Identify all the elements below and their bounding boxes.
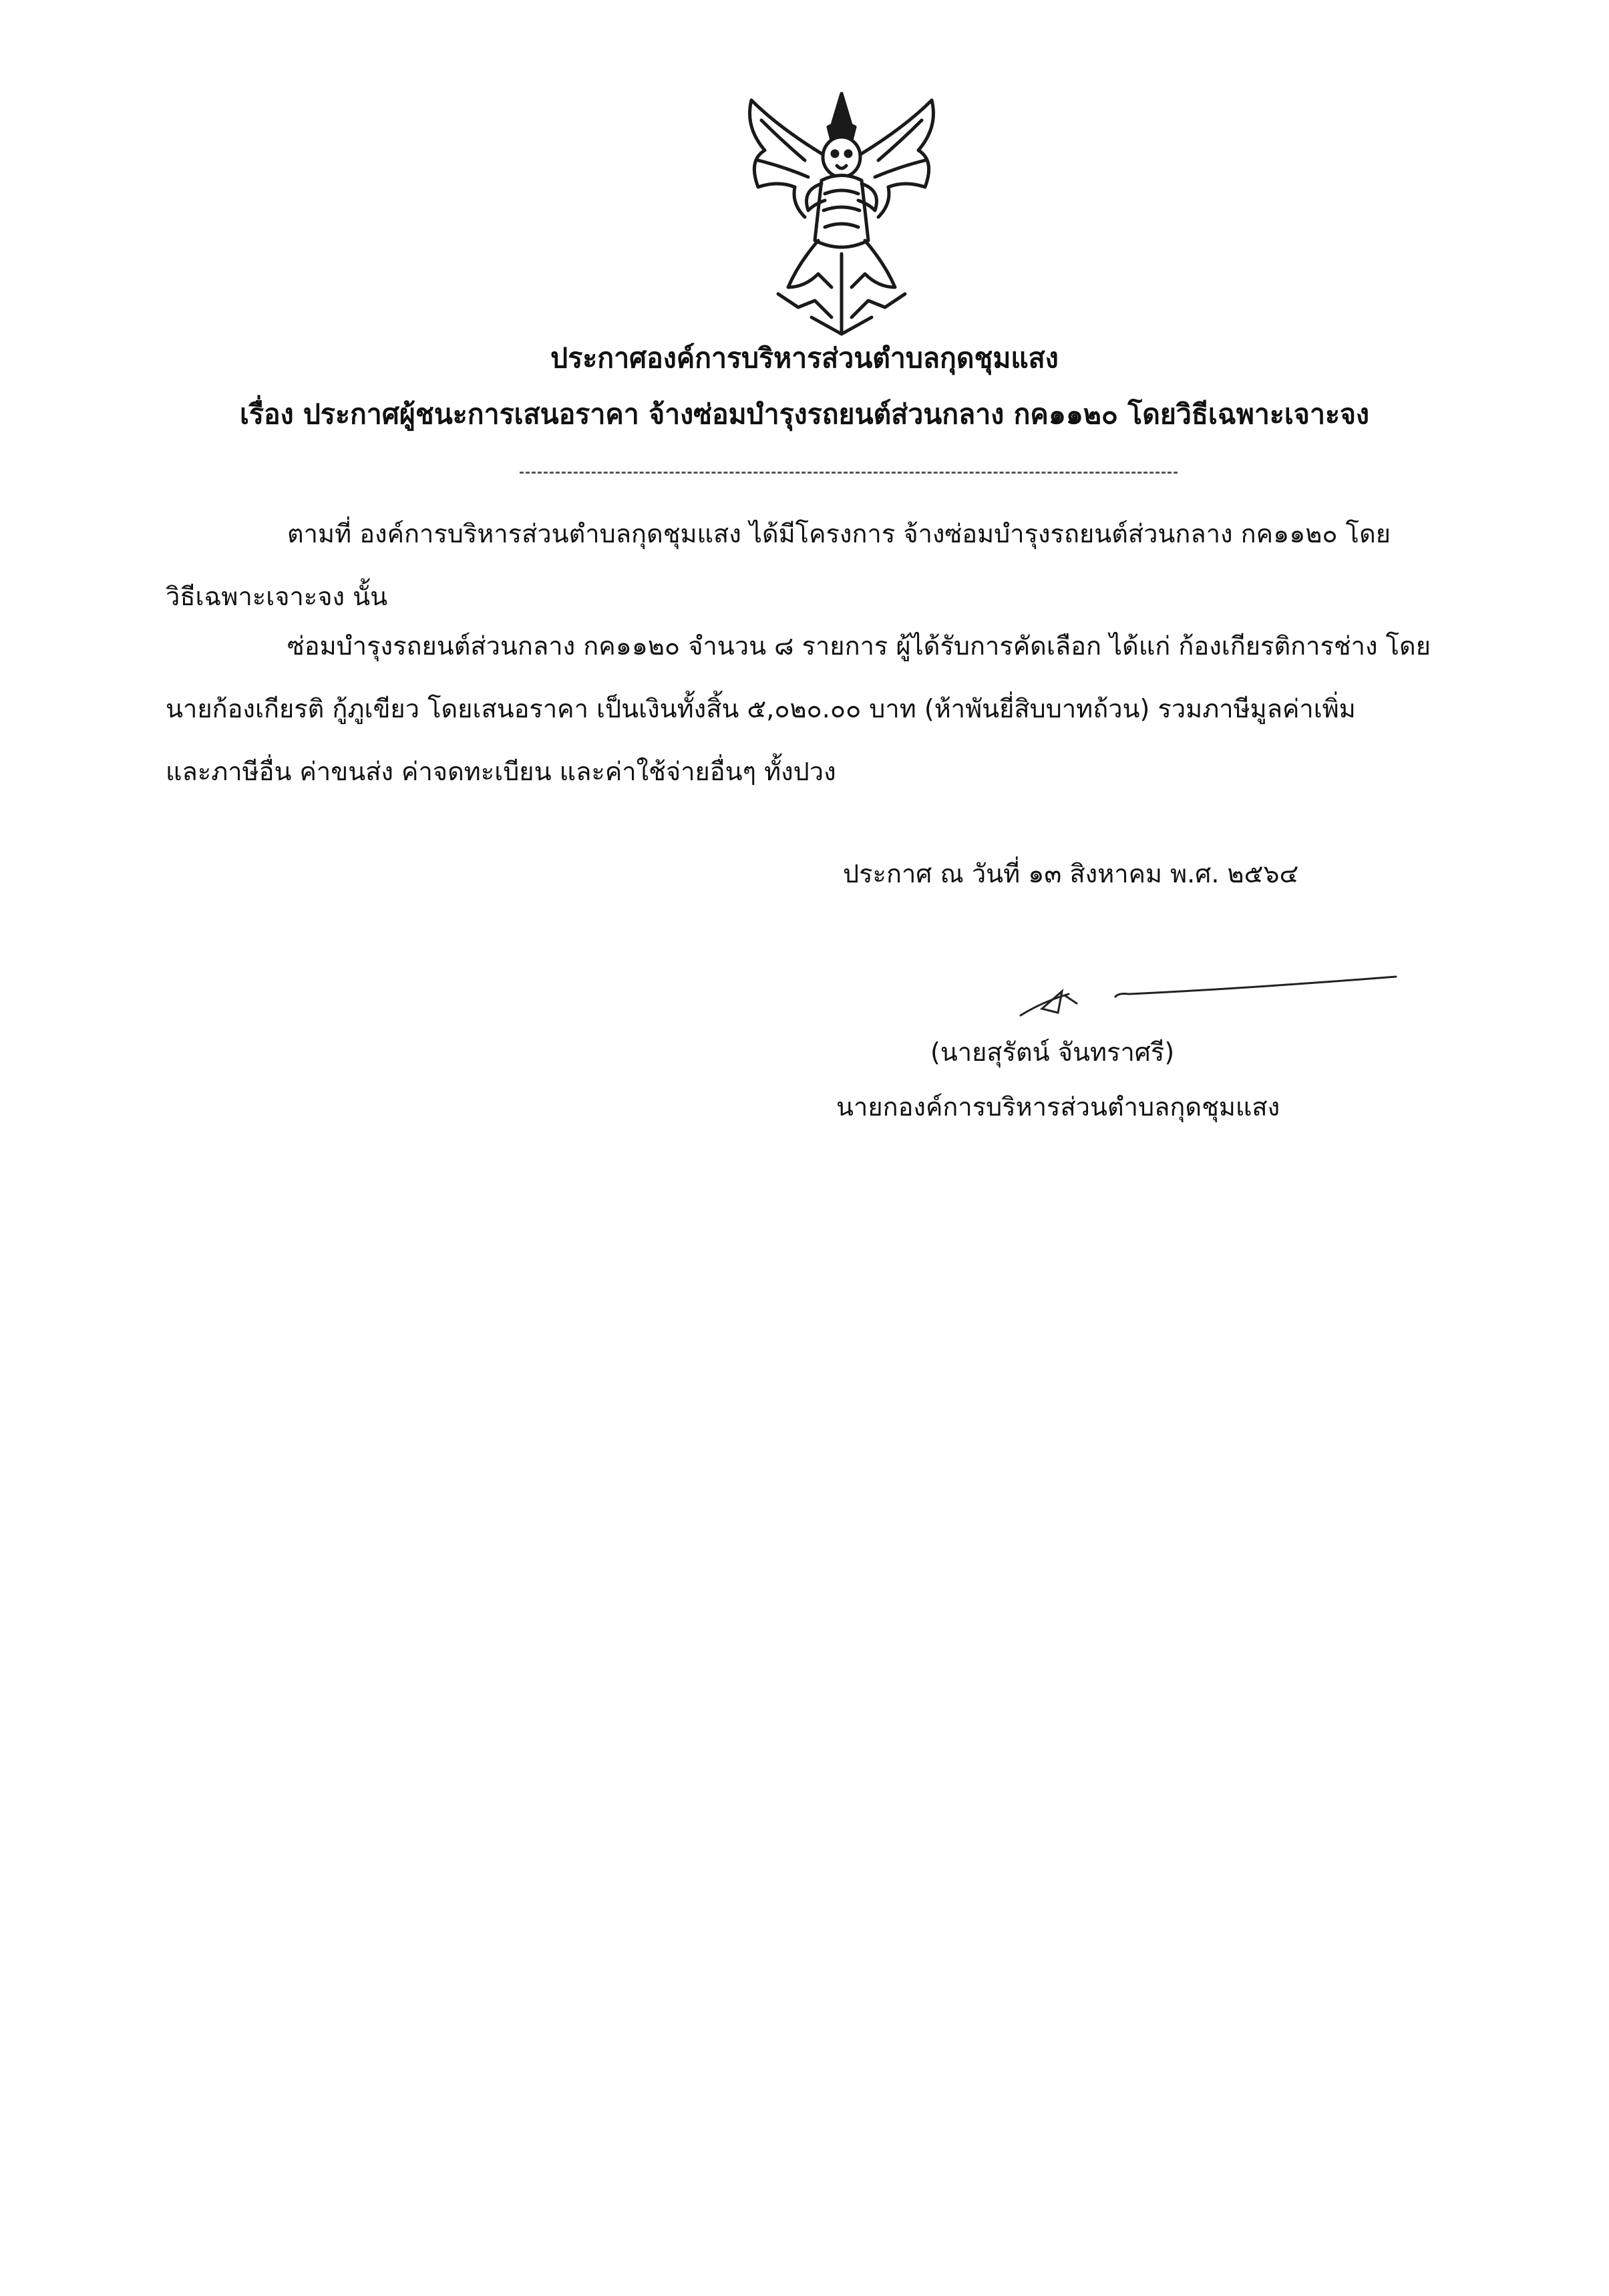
paragraph-1-line-1: ตามที่ องค์การบริหารส่วนตำบลกุดชุมแสง ได้มีโครงการ จ้างซ่อมบำรุงรถยนต์ส่วนกลาง กค๑๑๒๐ โดย xyxy=(287,519,1391,548)
announcement-date: ประกาศ ณ วันที่ ๑๓ สิงหาคม พ.ศ. ๒๕๖๔ xyxy=(843,859,1299,888)
garuda-emblem-icon xyxy=(731,87,952,341)
signatory-name: (นายสุรัตน์ จันทราศรี) xyxy=(930,1037,1175,1067)
signatory-position: นายกองค์การบริหารส่วนตำบลกุดชุมแสง xyxy=(836,1092,1280,1122)
dashed-divider xyxy=(520,472,1178,474)
paragraph-2-line-1: ซ่อมบำรุงรถยนต์ส่วนกลาง กค๑๑๒๐ จำนวน ๘ รายการ ผู้ได้รับการคัดเลือก ได้แก่ ก้องเกียรติการช่าง โดย xyxy=(287,631,1431,661)
body-paragraph-2 xyxy=(166,615,1515,803)
paragraph-2-line-3: และภาษีอื่น ค่าขนส่ง ค่าจดทะเบียน และค่าใช้จ่ายอื่นๆ ทั้งปวง xyxy=(166,757,836,786)
announcement-subject: เรื่อง ประกาศผู้ชนะการเสนอราคา จ้างซ่อมบำรุงรถยนต์ส่วนกลาง กค๑๑๒๐ โดยวิธีเฉพาะเจาะจง xyxy=(239,398,1370,430)
announcement-title: ประกาศองค์การบริหารส่วนตำบลกุดชุมแสง xyxy=(550,342,1059,374)
paragraph-2-line-2: นายก้องเกียรติ กู้ภูเขียว โดยเสนอราคา เป็นเงินทั้งสิ้น ๕,๐๒๐.๐๐ บาท (ห้าพันยี่สิบบาทถ้วน) รวมภาษีมูลค่าเพิ่ม xyxy=(166,694,1356,723)
paragraph-1-line-2: วิธีเฉพาะเจาะจง นั้น xyxy=(166,582,388,611)
handwritten-signature xyxy=(1015,962,1416,1029)
body-paragraph-1 xyxy=(166,502,1515,628)
